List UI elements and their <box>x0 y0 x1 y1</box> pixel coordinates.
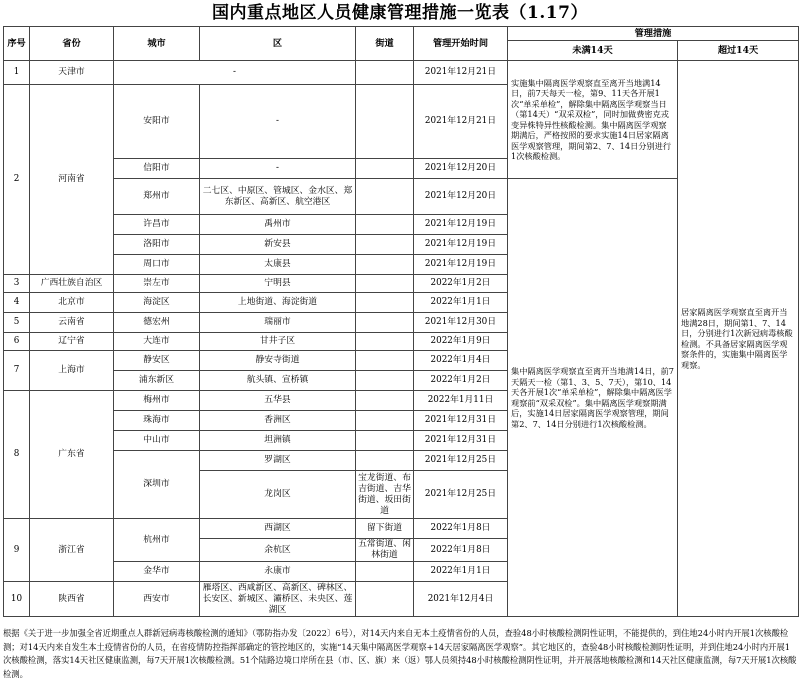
cell-street <box>356 215 414 235</box>
cell-start-date: 2021年12月19日 <box>414 255 508 275</box>
cell-province: 辽宁省 <box>30 333 114 351</box>
cell-start-date: 2022年1月2日 <box>414 275 508 293</box>
cell-city: 安阳市 <box>114 85 200 159</box>
cell-street: 五常街道、闲林街道 <box>356 539 414 562</box>
header-no: 序号 <box>4 27 30 61</box>
cell-street <box>356 451 414 471</box>
cell-no: 3 <box>4 275 30 293</box>
cell-start-date: 2021年12月4日 <box>414 582 508 617</box>
cell-city: 信阳市 <box>114 159 200 179</box>
cell-province: 北京市 <box>30 293 114 313</box>
cell-city: 许昌市 <box>114 215 200 235</box>
cell-street <box>356 371 414 391</box>
cell-street: 宝龙街道、布吉街道、吉华街道、坂田街道 <box>356 471 414 519</box>
cell-street <box>356 235 414 255</box>
cell-street <box>356 431 414 451</box>
cell-district: 余杭区 <box>200 539 356 562</box>
cell-district: 五华县 <box>200 391 356 411</box>
cell-street <box>356 275 414 293</box>
cell-start-date: 2022年1月4日 <box>414 351 508 371</box>
header-measures: 管理措施 <box>508 27 799 41</box>
cell-start-date: 2022年1月8日 <box>414 539 508 562</box>
cell-street <box>356 255 414 275</box>
cell-city: 德宏州 <box>114 313 200 333</box>
cell-district: 龙岗区 <box>200 471 356 519</box>
cell-start-date: 2021年12月19日 <box>414 215 508 235</box>
cell-start-date: 2021年12月25日 <box>414 451 508 471</box>
cell-province: 天津市 <box>30 61 114 85</box>
cell-start-date: 2021年12月25日 <box>414 471 508 519</box>
footnote: 根据《关于进一步加强全省近期重点人群新冠病毒核酸检测的通知》（鄂防指办发〔2022〕6号），对14天内来自无本土疫情省份的人员，查验48小时核酸检测阴性证明，不能提供的，到住地24小时内开展1次核酸检测；对14天内来自发生本土疫情省份的人员，在省疫情防控指挥部确定的管控地区的，实施“14天集中隔离医学观察+14天居家隔离医学观察”。其它地区的，查验48小时核酸检测阴性证明，并到住地24小时内开展1次核酸检测，落实14天社区健康监测，每7天开展1次核酸检测。51个陆路边境口岸所在县（市、区、旗）来（返）鄂人员须持48小时核酸检测阴性证明，并开展落地核酸检测和14天社区健康监测，每7天开展1次核酸检测。 <box>3 628 797 679</box>
cell-district: 甘井子区 <box>200 333 356 351</box>
cell-street <box>356 61 414 85</box>
cell-city: 珠海市 <box>114 411 200 431</box>
cell-city: 崇左市 <box>114 275 200 293</box>
cell-no: 9 <box>4 519 30 582</box>
cell-province: 陕西省 <box>30 582 114 617</box>
table-row <box>4 61 799 85</box>
cell-district: 永康市 <box>200 562 356 582</box>
cell-city: 梅州市 <box>114 391 200 411</box>
cell-start-date: 2022年1月9日 <box>414 333 508 351</box>
cell-district: 瑞丽市 <box>200 313 356 333</box>
cell-start-date: 2022年1月11日 <box>414 391 508 411</box>
management-table <box>3 26 799 617</box>
header-street: 街道 <box>356 27 414 61</box>
cell-start-date: 2022年1月1日 <box>414 562 508 582</box>
cell-street <box>356 313 414 333</box>
cell-street <box>356 391 414 411</box>
cell-district: 航头镇、宣桥镇 <box>200 371 356 391</box>
cell-province: 云南省 <box>30 313 114 333</box>
header-over-14-days: 超过14天 <box>678 41 799 61</box>
cell-start-date: 2022年1月8日 <box>414 519 508 539</box>
cell-no: 2 <box>4 85 30 275</box>
cell-city: 周口市 <box>114 255 200 275</box>
cell-city: 深圳市 <box>114 451 200 519</box>
header-district: 区 <box>200 27 356 61</box>
cell-city: 浦东新区 <box>114 371 200 391</box>
cell-province: 浙江省 <box>30 519 114 582</box>
page-title: 国内重点地区人员健康管理措施一览表（1.17） <box>212 3 588 23</box>
cell-start-date: 2021年12月30日 <box>414 313 508 333</box>
measure-under-14-top: 实施集中隔离医学观察直至离开当地满14日，前7天每天一检，第9、11天各开展1次“单采单检”，解除集中隔离医学观察当日（第14天）“双采双检”，同时加做费密克戎变异株特异性核酸检测。集中隔离医学观察期满后，严格按照的要求实施14日居家隔离医学观察管理，期间第2、7、14日分别进行1次核酸检测。 <box>508 61 678 179</box>
cell-province: 广东省 <box>30 391 114 519</box>
cell-street <box>356 159 414 179</box>
cell-no: 1 <box>4 61 30 85</box>
cell-no: 4 <box>4 293 30 313</box>
cell-start-date: 2021年12月21日 <box>414 85 508 159</box>
cell-district: 静安寺街道 <box>200 351 356 371</box>
cell-city: 中山市 <box>114 431 200 451</box>
cell-district: 罗湖区 <box>200 451 356 471</box>
cell-city: 静安区 <box>114 351 200 371</box>
cell-city: 大连市 <box>114 333 200 351</box>
cell-province: 河南省 <box>30 85 114 275</box>
cell-start-date: 2021年12月31日 <box>414 411 508 431</box>
cell-city: 郑州市 <box>114 179 200 215</box>
cell-city: 金华市 <box>114 562 200 582</box>
cell-city: 海淀区 <box>114 293 200 313</box>
cell-street <box>356 293 414 313</box>
header-start-date: 管理开始时间 <box>414 27 508 61</box>
cell-street <box>356 179 414 215</box>
cell-district: 香洲区 <box>200 411 356 431</box>
cell-street: 留下街道 <box>356 519 414 539</box>
cell-district: 西湖区 <box>200 519 356 539</box>
cell-start-date: 2022年1月1日 <box>414 293 508 313</box>
cell-district: - <box>114 61 356 85</box>
cell-province: 上海市 <box>30 351 114 391</box>
cell-district: 坦洲镇 <box>200 431 356 451</box>
cell-city: 杭州市 <box>114 519 200 562</box>
measure-over-14: 居家隔离医学观察直至离开当地满28日，期间第1、7、14日，分别进行1次新冠病毒核酸检测。不具备居家隔离医学观察条件的，实施集中隔离医学观察。 <box>678 61 799 617</box>
cell-start-date: 2021年12月21日 <box>414 61 508 85</box>
cell-no: 7 <box>4 351 30 391</box>
cell-district: 新安县 <box>200 235 356 255</box>
cell-no: 8 <box>4 391 30 519</box>
cell-district: 禹州市 <box>200 215 356 235</box>
cell-district: - <box>200 85 356 159</box>
header-province: 省份 <box>30 27 114 61</box>
cell-start-date: 2022年1月2日 <box>414 371 508 391</box>
cell-no: 10 <box>4 582 30 617</box>
cell-start-date: 2021年12月20日 <box>414 159 508 179</box>
cell-district: 宁明县 <box>200 275 356 293</box>
header-under-14-days: 未满14天 <box>508 41 678 61</box>
cell-district: 太康县 <box>200 255 356 275</box>
cell-street <box>356 333 414 351</box>
cell-district: - <box>200 159 356 179</box>
cell-city: 洛阳市 <box>114 235 200 255</box>
cell-street <box>356 351 414 371</box>
cell-province: 广西壮族自治区 <box>30 275 114 293</box>
cell-no: 6 <box>4 333 30 351</box>
cell-start-date: 2021年12月20日 <box>414 179 508 215</box>
cell-street <box>356 582 414 617</box>
measure-under-14-bottom: 集中隔离医学观察直至离开当地满14日，前7天隔天一检（第1、3、5、7天），第10、14天各开展1次“单采单检”，解除集中隔离医学观察前“双采双检”。集中隔离医学观察期满后，实施14日居家隔离医学观察管理，期间第2、7、14日分别进行1次核酸检测。 <box>508 179 678 617</box>
header-city: 城市 <box>114 27 200 61</box>
cell-district: 二七区、中原区、管城区、金水区、郑东新区、高新区、航空港区 <box>200 179 356 215</box>
cell-street <box>356 562 414 582</box>
cell-street <box>356 411 414 431</box>
cell-start-date: 2021年12月19日 <box>414 235 508 255</box>
cell-city: 西安市 <box>114 582 200 617</box>
cell-start-date: 2021年12月31日 <box>414 431 508 451</box>
cell-district: 上地街道、海淀街道 <box>200 293 356 313</box>
cell-district: 雁塔区、西咸新区、高新区、碑林区、长安区、新城区、灞桥区、未央区、莲湖区 <box>200 582 356 617</box>
cell-street <box>356 85 414 159</box>
cell-no: 5 <box>4 313 30 333</box>
